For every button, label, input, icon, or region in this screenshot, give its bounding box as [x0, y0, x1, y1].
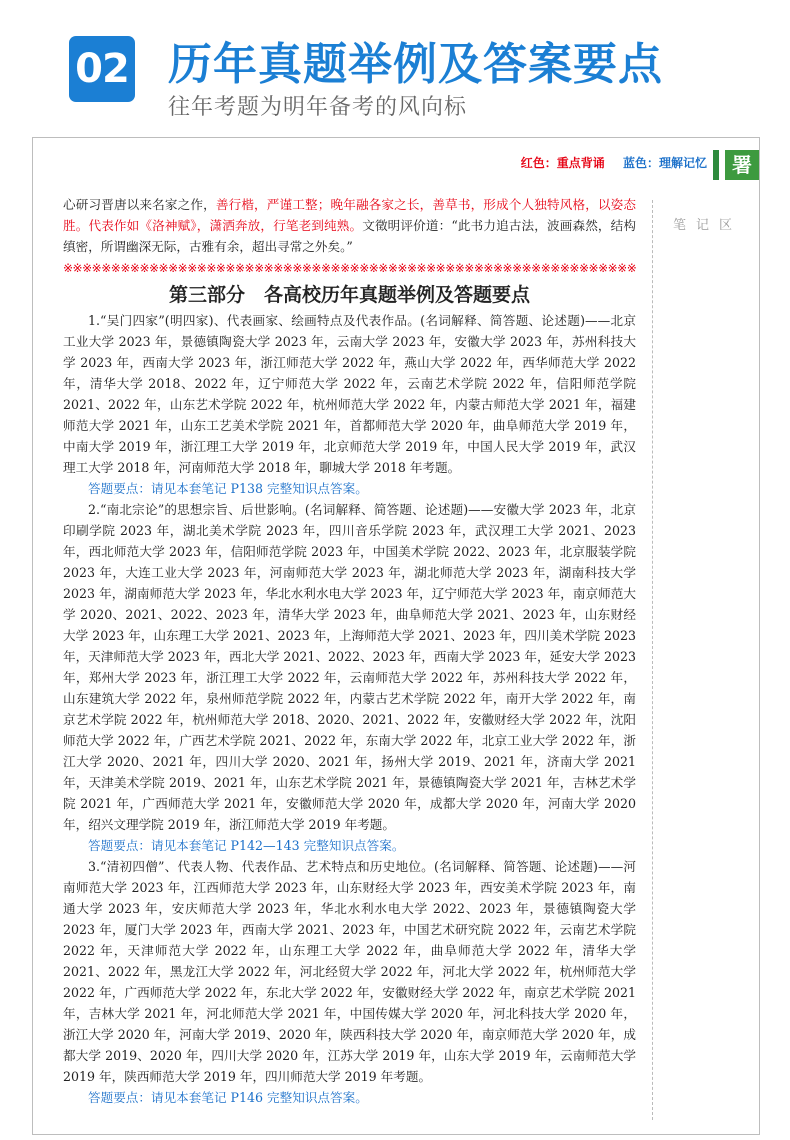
- intro-highlight-text: 善行楷，严谨工整；晚年融各家之长，善草书，形成个人独特风格，以姿态胜。代表作如《洛神赋》，潇洒奔放，行笔老到纯熟。: [63, 197, 637, 233]
- intro-paragraph: [63, 194, 636, 257]
- section-separator: ※※※※※※※※※※※※※※※※※※※※※※※※※※※※※※※※※※※※※※※※※※※※※※※※※※※※※※※※※※※※: [63, 261, 636, 275]
- page-subtitle: 往年考题为明年备考的风向标: [168, 95, 468, 120]
- question-1: 1.“吴门四家”(明四家)、代表画家、绘画特点及代表作品。(名词解释、简答题、论述题)——北京工业大学 2023 年，景德镇陶瓷大学 2023 年，云南大学 2023 年，安徽大学 2023 年，苏州科技大学 2023 年，西南大学 2023 年，浙江师范大学 2022 年，燕山大学 2022 年，西华师范大学 2022 年，清华大学 2018、2022 年，辽宁师范大学 2022 年，云南艺术学院 2022 年，信阳师范学院 2021、2022 年，山东艺术学院 2022 年，杭州师范大学 2022 年，内蒙古师范大学 2021 年，福建师范大学 2021 年，山东工艺美术学院 2021 年，首都师范大学 2020 年，曲阜师范大学 2019 年，中南大学 2019 年，浙江理工大学 2019 年，北京师范大学 2019 年，中国人民大学 2019 年，武汉理工大学 2018 年，河南师范大学 2018 年，聊城大学 2018 年考题。: [63, 313, 636, 475]
- legend-bars-decoration: [713, 150, 719, 180]
- legend-blue-label: 蓝色：理解记忆: [622, 156, 707, 170]
- brand-logo-icon: 署: [725, 150, 759, 180]
- section-title: 第三部分 各高校历年真题举例及答题要点: [168, 284, 530, 306]
- main-text-column: [63, 194, 636, 1108]
- note-column-divider: [652, 200, 654, 1120]
- page-title: 历年真题举例及答案要点: [168, 39, 663, 90]
- note-area-label: 笔记区: [673, 218, 743, 233]
- section-number-badge: 02: [69, 36, 135, 102]
- intro-text-1: 心研习晋唐以来名家之作，: [63, 197, 216, 212]
- question-3: 3.“清初四僧”、代表人物、代表作品、艺术特点和历史地位。(名词解释、简答题、论述题)——河南师范大学 2023 年，江西师范大学 2023 年，山东财经大学 2023 年，西安美术学院 2023 年，南通大学 2023 年，安庆师范大学 2023 年，华北水利水电大学 2022、2023 年，景德镇陶瓷大学 2023 年，厦门大学 2023 年，西南大学 2021、2023 年，中国艺术研究院 2022 年，云南艺术学院 2022 年，天津师范大学 2022 年，山东理工大学 2022 年，曲阜师范大学 2022 年，清华大学 2021、2022 年，黑龙江大学 2022 年，河北经贸大学 2022 年，河北大学 2022 年，杭州师范大学 2022 年，广西师范大学 2022 年，东北大学 2022 年，安徽财经大学 2022 年，南京艺术学院 2021 年，吉林大学 2021 年，河北师范大学 2021 年，中国传媒大学 2020 年，河北科技大学 2020 年，浙江大学 2020 年，河南大学 2019、2020 年，陕西科技大学 2020 年，南京师范大学 2020 年，成都大学 2019、2020 年，四川大学 2020 年，江苏大学 2019 年，山东大学 2019 年，云南师范大学 2019 年，陕西师范大学 2019 年，四川师范大学 2019 年考题。: [63, 859, 636, 1084]
- answer-hint-3: 答题要点：请见本套笔记 P146 完整知识点答案。: [88, 1090, 368, 1105]
- question-2: 2.“南北宗论”的思想宗旨、后世影响。(名词解释、简答题、论述题)——安徽大学 2023 年，北京印刷学院 2023 年，湖北美术学院 2023 年，四川音乐学院 2023 年，武汉理工大学 2021、2023 年，西北师范大学 2023 年，信阳师范学院 2023 年，中国美术学院 2022、2023 年，北京服装学院 2023 年，大连工业大学 2023 年，河南师范大学 2023 年，湖北师范大学 2023 年，湖南科技大学 2023 年，湖南师范大学 2023 年，华北水利水电大学 2023 年，辽宁师范大学 2023 年，南京师范大学 2020、2021、2022、2023 年，清华大学 2023 年，曲阜师范大学 2021、2023 年，山东财经大学 2023 年，山东理工大学 2021、2023 年，上海师范大学 2021、2023 年，四川美术学院 2023 年，天津师范大学 2023 年，西北大学 2021、2022、2023 年，西南大学 2023 年，延安大学 2023 年，郑州大学 2023 年，浙江理工大学 2022 年，云南师范大学 2022 年，苏州科技大学 2022 年，山东建筑大学 2022 年，泉州师范学院 2022 年，内蒙古艺术学院 2022 年，南开大学 2022 年，南京艺术学院 2022 年，杭州师范大学 2018、2020、2021、2022 年，安徽财经大学 2022 年，沈阳师范大学 2022 年，广西艺术学院 2021、2022 年，东南大学 2022 年，北京工业大学 2022 年，浙江大学 2020、2021 年，四川大学 2020、2021 年，扬州大学 2019、2021 年，济南大学 2021 年，天津美术学院 2019、2021 年，山东艺术学院 2021 年，景德镇陶瓷大学 2021 年，吉林艺术学院 2021 年，广西师范大学 2021 年，安徽师范大学 2020 年，成都大学 2020 年，河南大学 2020 年，绍兴文理学院 2019 年，浙江师范大学 2019 年考题。: [63, 502, 636, 832]
- document-page: [32, 137, 760, 1135]
- intro-text-2: 文徵明评价道：“此书力追古法，波画森然，结构缜密，所谓幽深无际，古雅有余，超出寻常之外矣。”: [63, 218, 636, 254]
- color-legend: [521, 154, 707, 171]
- legend-red-label: 红色：重点背诵: [520, 156, 605, 170]
- answer-hint-1: 答题要点：请见本套笔记 P138 完整知识点答案。: [88, 481, 368, 496]
- answer-hint-2: 答题要点：请见本套笔记 P142—143 完整知识点答案。: [88, 838, 405, 853]
